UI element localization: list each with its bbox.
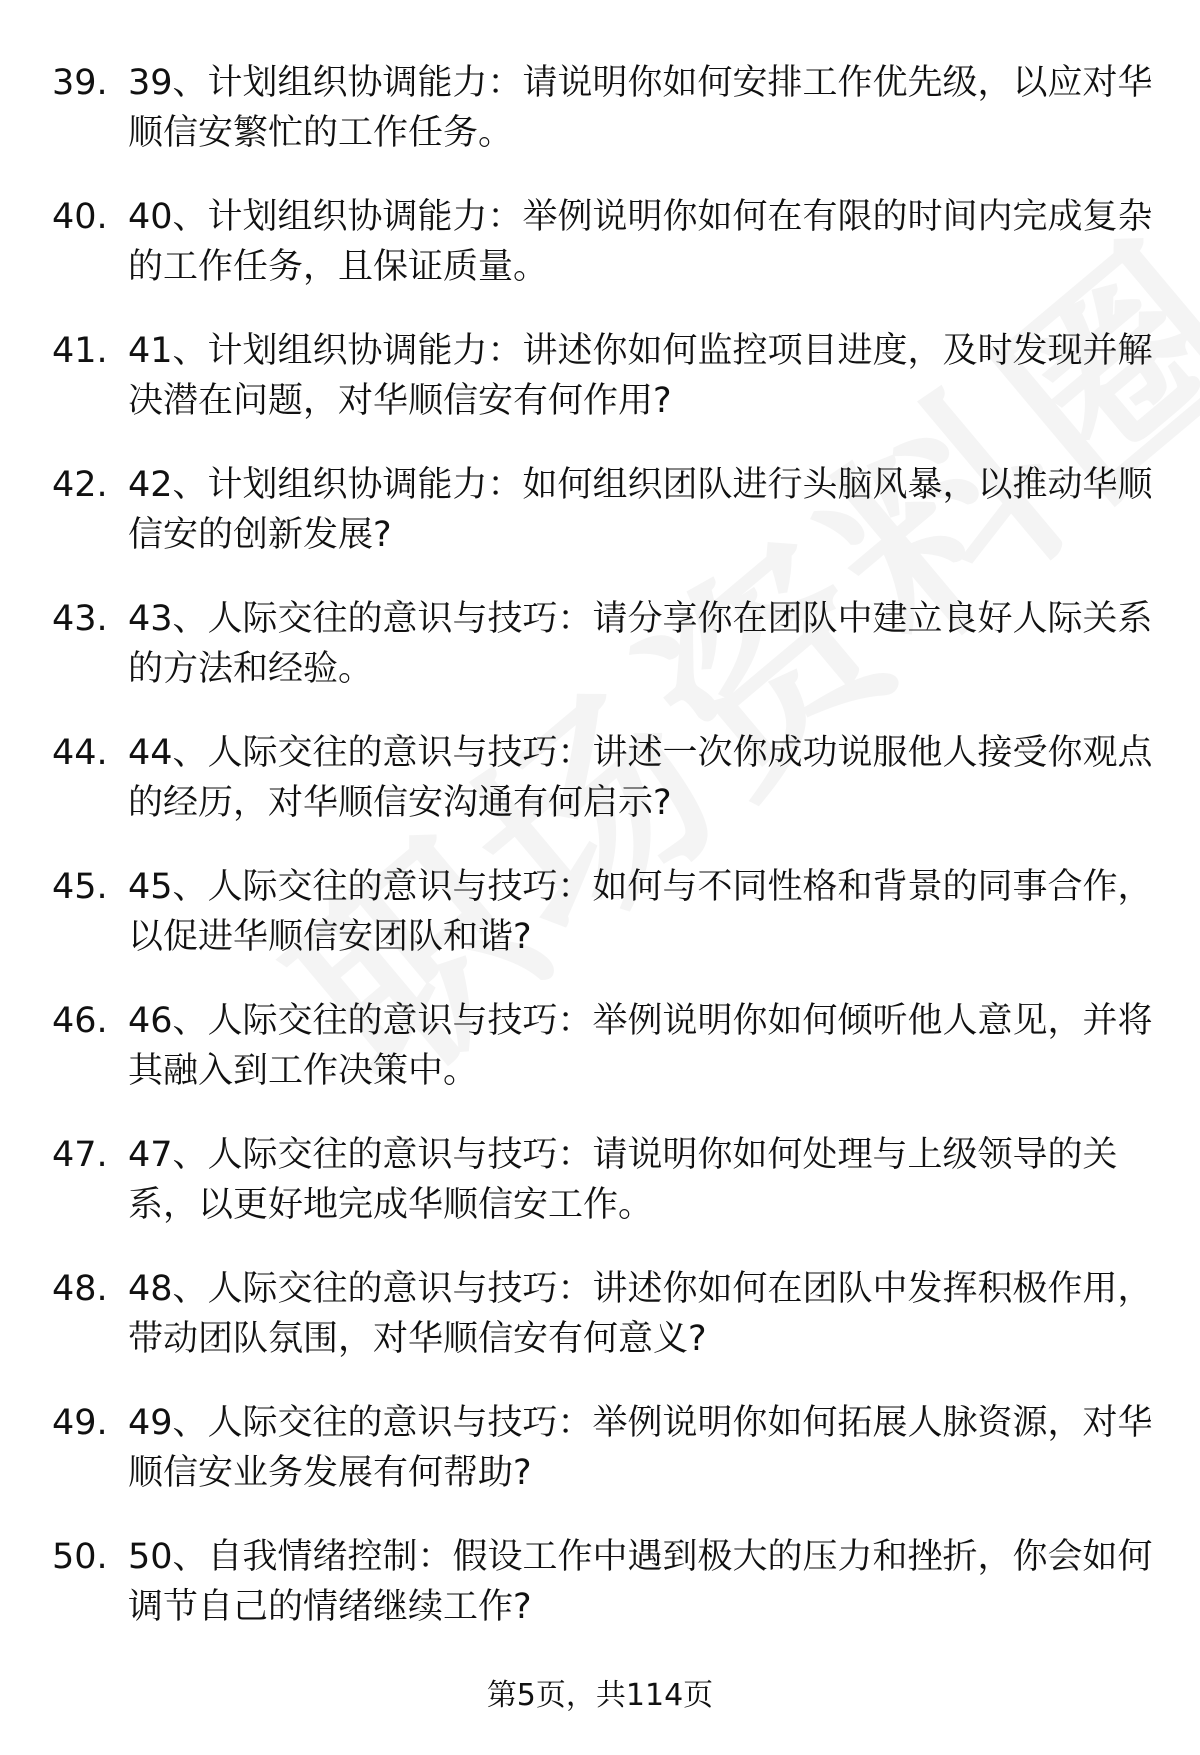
question-text: 47、人际交往的意识与技巧：请说明你如何处理与上级领导的关系，以更好地完成华顺信安工作。 (128, 1135, 1118, 1225)
question-number: 40. (52, 197, 108, 237)
question-list (0, 58, 1200, 1666)
question-number: 47. (52, 1135, 108, 1175)
question-number: 43. (52, 599, 108, 639)
question-number: 39. (52, 63, 108, 103)
question-item-41 (0, 326, 1200, 460)
question-text: 43、人际交往的意识与技巧：请分享你在团队中建立良好人际关系的方法和经验。 (128, 599, 1153, 689)
page-number-label: 第5页，共114页 (486, 1678, 714, 1713)
question-number: 48. (52, 1269, 108, 1309)
question-item-43 (0, 594, 1200, 728)
question-item-47 (0, 1130, 1200, 1264)
question-text: 45、人际交往的意识与技巧：如何与不同性格和背景的同事合作，以促进华顺信安团队和谐? (128, 867, 1153, 957)
question-text: 44、人际交往的意识与技巧：讲述一次你成功说服他人接受你观点的经历，对华顺信安沟通有何启示? (128, 733, 1153, 823)
question-number: 46. (52, 1001, 108, 1041)
question-text: 41、计划组织协调能力：讲述你如何监控项目进度，及时发现并解决潜在问题，对华顺信安有何作用? (128, 331, 1153, 421)
question-number: 41. (52, 331, 108, 371)
question-text: 49、人际交往的意识与技巧：举例说明你如何拓展人脉资源，对华顺信安业务发展有何帮助? (128, 1403, 1153, 1493)
page-footer (0, 1676, 1200, 1716)
question-item-39 (0, 58, 1200, 192)
question-number: 44. (52, 733, 108, 773)
question-text: 48、人际交往的意识与技巧：讲述你如何在团队中发挥积极作用，带动团队氛围，对华顺信安有何意义? (128, 1269, 1153, 1359)
question-item-50 (0, 1532, 1200, 1666)
question-text: 39、计划组织协调能力：请说明你如何安排工作优先级，以应对华顺信安繁忙的工作任务。 (128, 63, 1153, 153)
question-number: 42. (52, 465, 108, 505)
question-item-45 (0, 862, 1200, 996)
question-number: 45. (52, 867, 108, 907)
question-item-44 (0, 728, 1200, 862)
question-item-46 (0, 996, 1200, 1130)
question-item-49 (0, 1398, 1200, 1532)
question-text: 42、计划组织协调能力：如何组织团队进行头脑风暴，以推动华顺信安的创新发展? (128, 465, 1153, 555)
question-item-48 (0, 1264, 1200, 1398)
question-item-40 (0, 192, 1200, 326)
question-number: 50. (52, 1537, 108, 1577)
question-number: 49. (52, 1403, 108, 1443)
question-text: 40、计划组织协调能力：举例说明你如何在有限的时间内完成复杂的工作任务，且保证质量。 (128, 197, 1153, 287)
question-item-42 (0, 460, 1200, 594)
question-text: 46、人际交往的意识与技巧：举例说明你如何倾听他人意见，并将其融入到工作决策中。 (128, 1001, 1153, 1091)
question-text: 50、自我情绪控制：假设工作中遇到极大的压力和挫折，你会如何调节自己的情绪继续工作? (128, 1537, 1153, 1627)
